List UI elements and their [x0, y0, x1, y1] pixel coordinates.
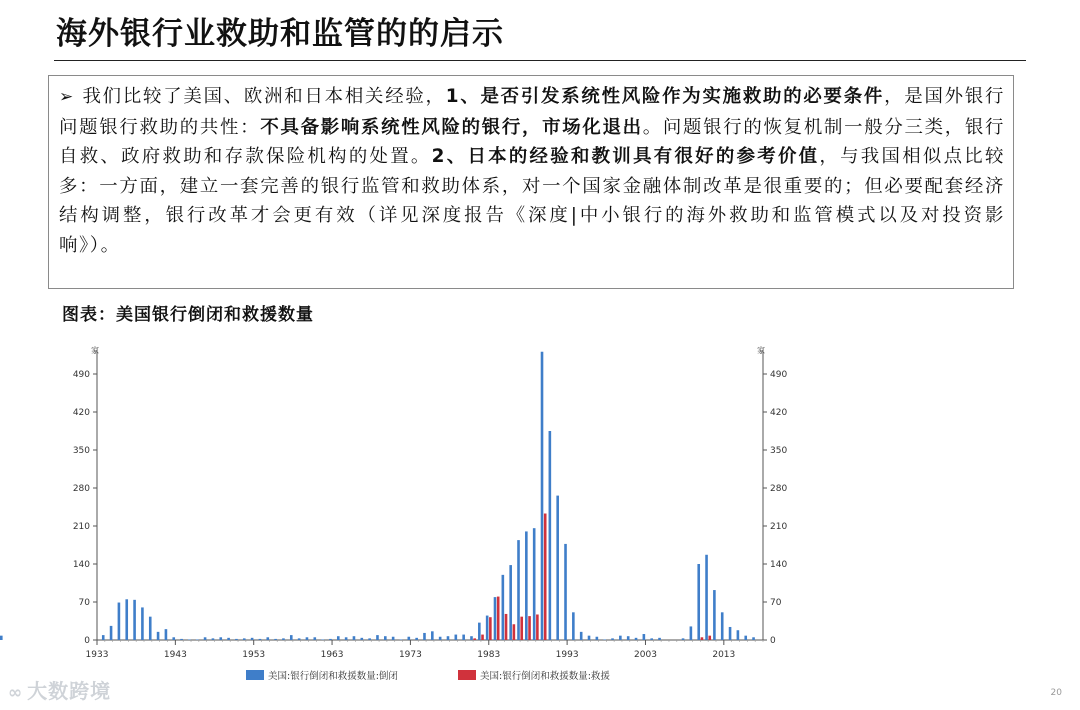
- bar-failures: [658, 638, 661, 640]
- legend-swatch-rescues: [458, 670, 476, 680]
- bar-failures: [713, 590, 716, 640]
- emphasis-text: 2、日本的经验和教训具有很好的参考价值: [431, 146, 820, 167]
- body-text: ，与我国相似点比较多：一方面，建立一套完善的银行监管和救助体系，对一个国家金融体制改革是很重要的；但必要配套经济结构调整，银行改革才会更有效（详见深度报告《深度|中小银行的海外救助和监管模式以及对投资影响》）。: [59, 146, 1005, 256]
- y2-tick-label: 70: [770, 598, 782, 608]
- bar-failures: [376, 635, 379, 640]
- bar-rescues: [497, 597, 500, 640]
- bar-failures: [627, 636, 630, 640]
- x-tick-label: 1963: [320, 650, 344, 660]
- y2-tick-label: 490: [770, 370, 788, 380]
- y2-tick-label: 140: [770, 560, 788, 570]
- y2-tick-label: 280: [770, 484, 788, 494]
- bar-rescues: [481, 635, 484, 640]
- bar-failures: [509, 565, 512, 640]
- bar-failures: [196, 639, 199, 640]
- bar-rescues: [473, 638, 476, 640]
- bar-failures: [172, 637, 175, 640]
- bar-failures: [110, 626, 113, 640]
- bar-rescues: [528, 616, 531, 640]
- bar-failures: [180, 639, 183, 640]
- x-tick-label: 1993: [555, 650, 579, 660]
- bar-failures: [125, 599, 128, 640]
- bar-failures: [227, 638, 230, 640]
- y-tick-label: 490: [72, 370, 90, 380]
- y-tick-label: 210: [72, 522, 90, 532]
- bar-failures: [149, 617, 152, 640]
- watermark-text: 大数跨境: [27, 679, 112, 703]
- bar-failures: [744, 636, 747, 640]
- bar-failures: [157, 632, 160, 640]
- bar-failures: [752, 637, 755, 640]
- slide-title: 海外银行业救助和监管的的启示: [56, 16, 504, 52]
- bar-failures: [400, 639, 403, 640]
- body-text: 。问题银行的恢复机制一般分三类，银行自救、政府救助和存款保险机构的处置。: [59, 116, 1005, 167]
- x-tick-label: 1943: [163, 650, 187, 660]
- watermark: [8, 675, 111, 704]
- bar-failures: [447, 636, 450, 640]
- y-tick-label: 140: [72, 560, 90, 570]
- bar-failures: [141, 607, 144, 640]
- y-tick-label: 0: [84, 636, 90, 646]
- watermark-logo-icon: ∞: [8, 683, 24, 703]
- y2-tick-label: 0: [770, 636, 776, 646]
- bar-failures: [298, 638, 301, 640]
- bar-failures: [635, 638, 638, 640]
- bar-rescues: [489, 617, 492, 640]
- y-tick-label: 420: [72, 408, 90, 418]
- bar-failures: [556, 496, 559, 640]
- bar-failures: [650, 638, 653, 640]
- bar-failures: [368, 638, 371, 640]
- body-text: ，是国外银行问题银行救助的共性：: [59, 86, 1005, 138]
- bar-failures: [345, 637, 348, 640]
- bar-failures: [329, 639, 332, 640]
- bar-failures: [737, 630, 740, 640]
- bar-failures: [408, 637, 411, 640]
- y2-tick-label: 420: [770, 408, 788, 418]
- legend-label-rescues: 美国:银行倒闭和救援数量:救援: [480, 671, 610, 682]
- bar-failures: [313, 637, 316, 640]
- y2-tick-label: 350: [770, 446, 788, 456]
- bar-failures: [204, 637, 207, 640]
- bar-failures: [235, 639, 238, 640]
- bar-failures: [337, 636, 340, 640]
- bar-failures: [517, 540, 520, 640]
- bar-failures: [619, 636, 622, 640]
- bar-failures: [219, 637, 222, 640]
- bar-failures: [572, 612, 575, 640]
- y2-tick-label: 210: [770, 522, 788, 532]
- y2-axis-unit-label: 家: [757, 346, 765, 355]
- bar-failures: [290, 635, 293, 640]
- bar-failures: [705, 555, 708, 640]
- bar-failures: [188, 639, 191, 640]
- y-tick-label: 280: [72, 484, 90, 494]
- bar-failures: [118, 603, 121, 640]
- bar-rescues: [520, 617, 523, 640]
- bar-rescues: [513, 624, 516, 640]
- bar-failures: [361, 638, 364, 640]
- x-tick-label: 1933: [85, 650, 109, 660]
- y-tick-label: 70: [78, 598, 90, 608]
- bar-failures: [486, 616, 489, 640]
- bar-failures: [533, 528, 536, 640]
- bar-failures: [439, 637, 442, 640]
- bar-failures: [431, 631, 434, 640]
- bar-failures: [321, 639, 324, 640]
- x-tick-label: 1953: [242, 650, 266, 660]
- bar-failures: [259, 639, 262, 640]
- bar-failures: [541, 352, 544, 640]
- bar-failures: [423, 633, 426, 640]
- bar-failures: [353, 636, 356, 640]
- x-tick-label: 2013: [712, 650, 736, 660]
- bar-rescues: [505, 614, 508, 640]
- emphasis-text: 不具备影响系统性风险的银行，市场化退出: [260, 116, 643, 138]
- bar-rescues: [708, 636, 711, 640]
- bar-failures: [643, 634, 646, 640]
- bar-failures: [0, 636, 3, 640]
- bar-failures: [729, 627, 732, 640]
- y-axis-unit-label: 家: [91, 346, 99, 355]
- bar-failures: [502, 575, 505, 640]
- x-tick-label: 1983: [477, 650, 501, 660]
- bar-failures: [697, 564, 700, 640]
- bar-failures: [470, 636, 473, 640]
- bar-failures: [596, 637, 599, 640]
- bar-failures: [588, 636, 591, 640]
- body-text: 我们比较了美国、欧洲和日本相关经验，: [82, 86, 446, 107]
- bar-failures: [243, 638, 246, 640]
- bar-failures: [478, 623, 481, 640]
- bar-failures: [282, 638, 285, 640]
- chart-caption: 图表：美国银行倒闭和救援数量: [62, 305, 314, 325]
- bullet-arrow-icon: ➢: [59, 87, 75, 107]
- bar-failures: [525, 531, 528, 640]
- page-number: 20: [1050, 688, 1062, 698]
- bar-failures: [133, 600, 136, 640]
- bar-failures: [455, 635, 458, 640]
- bar-failures: [549, 431, 552, 640]
- bar-failures: [266, 637, 269, 640]
- bar-failures: [494, 597, 497, 640]
- bar-failures: [462, 635, 465, 640]
- bar-failures: [251, 638, 254, 640]
- bar-failures: [580, 632, 583, 640]
- bar-failures: [384, 636, 387, 640]
- bar-failures: [306, 637, 309, 640]
- bar-failures: [165, 629, 168, 640]
- bar-failures: [274, 639, 277, 640]
- bar-failures: [690, 626, 693, 640]
- bar-rescues: [701, 637, 704, 640]
- bar-failures: [102, 635, 105, 640]
- bar-rescues: [536, 614, 539, 640]
- legend-swatch-failures: [246, 670, 264, 680]
- bar-failures: [721, 612, 724, 640]
- bar-failures: [392, 637, 395, 640]
- bar-rescues: [544, 514, 547, 640]
- y-tick-label: 350: [72, 446, 90, 456]
- bar-failures: [212, 638, 215, 640]
- emphasis-text: 1、是否引发系统性风险作为实施救助的必要条件: [445, 86, 885, 107]
- x-tick-label: 2003: [634, 650, 657, 660]
- bar-failures: [564, 544, 567, 640]
- legend-label-failures: 美国:银行倒闭和救援数量:倒闭: [268, 671, 398, 682]
- bar-failures: [682, 638, 685, 640]
- bar-failures: [611, 638, 614, 640]
- x-tick-label: 1973: [398, 650, 422, 660]
- bar-failures: [415, 638, 418, 640]
- bar-failures: [603, 639, 606, 640]
